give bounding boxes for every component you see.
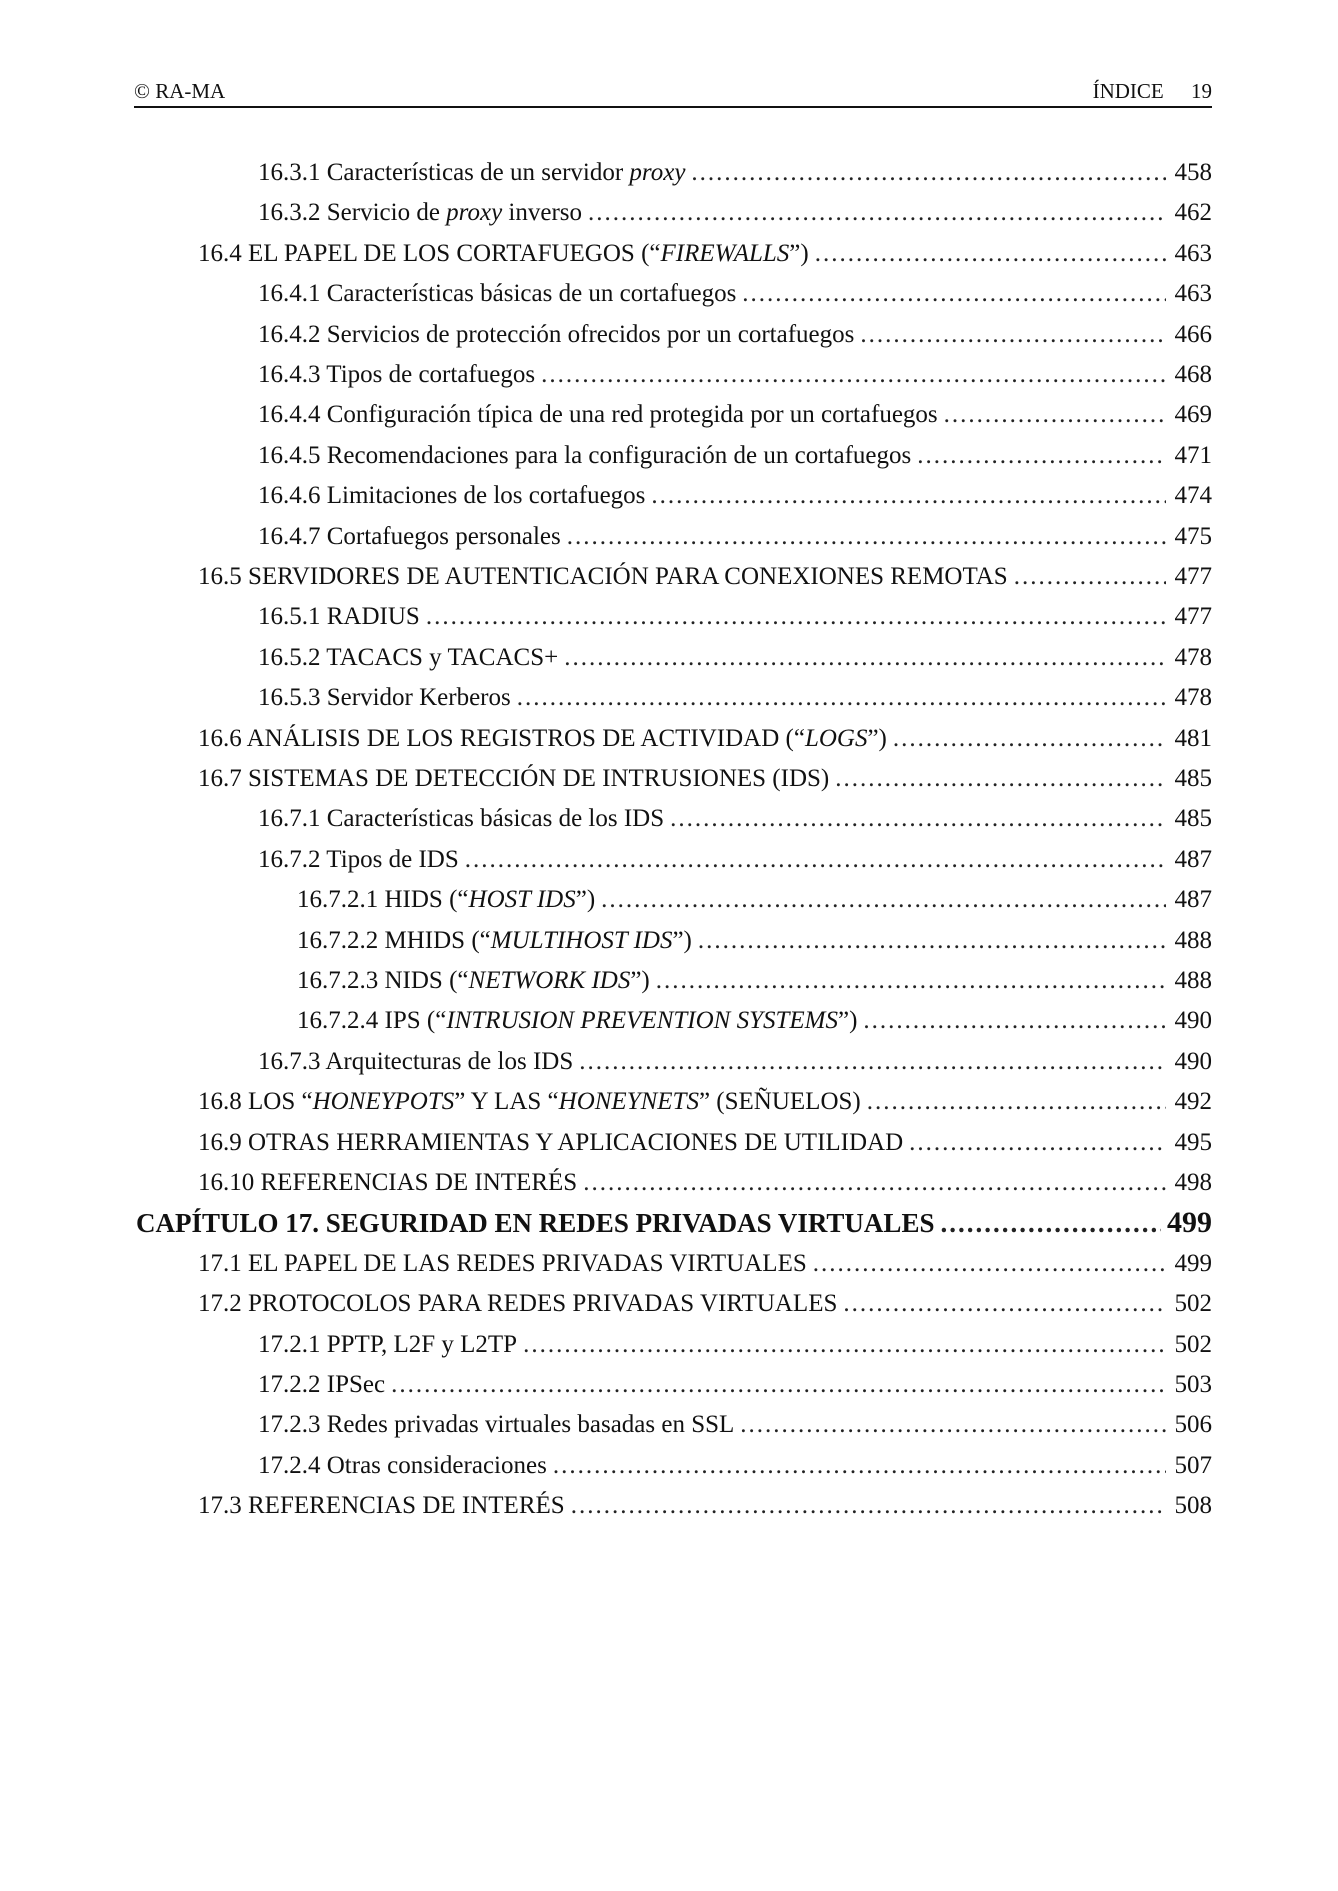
toc-leader-dots: [815, 236, 1166, 272]
toc-title-text: ”): [789, 239, 809, 267]
toc-entry: [297, 923, 1212, 959]
toc-entry: [258, 680, 1212, 716]
toc-leader-dots: [465, 842, 1166, 878]
toc-title-text: 16.7.2.3 NIDS (“: [297, 967, 469, 994]
toc-entry-title: [198, 1125, 903, 1161]
toc-entry: [258, 155, 1212, 191]
toc-leader-dots: [553, 1448, 1166, 1484]
toc-page-number: 481: [1174, 724, 1212, 752]
toc-entry-title: [198, 1246, 807, 1282]
toc-page-number: 475: [1174, 522, 1212, 550]
toc-page-number: 477: [1174, 603, 1212, 631]
toc-leader-dots: [835, 761, 1166, 797]
toc-entry: [198, 236, 1212, 272]
toc-title-text: 16.4 EL PAPEL DE LOS CORTAFUEGOS (“: [198, 239, 661, 267]
toc-entry-title: [136, 1205, 934, 1241]
toc-entry: [258, 397, 1212, 433]
toc-page-number: 488: [1174, 926, 1212, 954]
toc-title-text: 16.5.1 RADIUS: [258, 603, 420, 631]
toc-entry: [198, 1125, 1212, 1161]
toc-entry-title: [198, 1286, 837, 1322]
toc-leader-dots: [571, 1488, 1166, 1524]
toc-entry: [258, 801, 1212, 837]
toc-leader-dots: [391, 1367, 1166, 1403]
toc-entry-title: [297, 1003, 857, 1039]
toc-entry: [258, 317, 1212, 353]
toc-entry: [198, 559, 1212, 595]
toc-entry-title: [258, 438, 911, 474]
toc-title-italic: NETWORK IDS: [468, 967, 631, 994]
toc-entry: [258, 357, 1212, 393]
toc-page-number: 458: [1174, 159, 1212, 186]
toc-title-italic: FIREWALLS: [660, 239, 790, 267]
toc-entry-title: [258, 317, 854, 353]
toc-title-text: 16.4.5 Recomendaciones para la configuración de un cortafuegos: [258, 441, 912, 469]
toc-entry-title: [258, 357, 535, 393]
toc-title-text: 16.5.2 TACACS y TACACS+: [258, 643, 559, 671]
toc-entry-title: [258, 842, 459, 878]
toc-title-text: 17.2.2 IPSec: [258, 1371, 386, 1398]
toc-entry-title: [258, 1407, 734, 1443]
toc-title-italic: proxy: [446, 199, 503, 227]
toc-entry: [297, 882, 1212, 918]
toc-page-number: 488: [1174, 967, 1212, 994]
toc-title-text: ”): [867, 724, 887, 752]
toc-page-number: 503: [1174, 1371, 1212, 1398]
toc-leader-dots: [909, 1125, 1166, 1161]
toc-leader-dots: [843, 1286, 1166, 1322]
toc-entry-title: [297, 882, 595, 918]
toc-entry: [258, 519, 1212, 555]
toc-page-number: 499: [1174, 1249, 1212, 1277]
toc-title-text: 17.2.3 Redes privadas virtuales basadas en SSL: [258, 1411, 735, 1439]
toc-title-text: 16.7.2.1 HIDS (“: [297, 886, 469, 914]
toc-entry-title: [258, 1044, 573, 1080]
page-header: [134, 78, 1212, 108]
publisher-mark: © RA-MA: [134, 79, 226, 103]
toc-title-text: 17.1 EL PAPEL DE LAS REDES PRIVADAS VIRTUALES: [198, 1249, 807, 1277]
toc-entry: [258, 599, 1212, 635]
toc-title-text: inverso: [502, 199, 583, 227]
toc-leader-dots: [691, 155, 1166, 191]
toc-title-italic: proxy: [629, 159, 686, 186]
toc-title-italic: HOST IDS: [468, 886, 576, 914]
toc-entry-title: [258, 801, 664, 837]
toc-leader-dots: [940, 1205, 1161, 1241]
toc-entry: [198, 1286, 1212, 1322]
toc-page-number: 474: [1174, 482, 1212, 510]
toc-entry-title: [258, 397, 938, 433]
toc-leader-dots: [579, 1044, 1166, 1080]
toc-entry-title: [258, 155, 685, 191]
toc-entry-title: [297, 923, 692, 959]
toc-leader-dots: [541, 357, 1166, 393]
toc-entry-title: [198, 236, 809, 272]
toc-title-text: 16.5.3 Servidor Kerberos: [258, 684, 511, 712]
toc-entry-title: [258, 680, 511, 716]
toc-page-number: 462: [1174, 199, 1212, 227]
toc-entry-title: [297, 963, 650, 999]
toc-entry-title: [198, 559, 1008, 595]
toc-page-number: 507: [1174, 1451, 1212, 1479]
toc-leader-dots: [588, 195, 1166, 231]
toc-leader-dots: [740, 1407, 1166, 1443]
toc-title-text: 16.9 OTRAS HERRAMIENTAS Y APLICACIONES DE UTILIDAD: [198, 1128, 904, 1156]
toc-title-text: 16.7.2.4 IPS (“: [297, 1007, 447, 1035]
toc-page-number: 468: [1174, 361, 1212, 388]
toc-entry: [198, 1488, 1212, 1524]
toc-page-number: 490: [1174, 1047, 1212, 1075]
toc-entry: [258, 438, 1212, 474]
toc-title-text: 17.2 PROTOCOLOS PARA REDES PRIVADAS VIRTUALES: [198, 1290, 838, 1318]
toc-title-italic: HONEYNETS: [558, 1088, 699, 1116]
toc-entry: [198, 721, 1212, 757]
toc-title-text: 16.4.7 Cortafuegos personales: [258, 522, 561, 550]
toc-leader-dots: [601, 882, 1166, 918]
toc-title-text: 16.3.2 Servicio de: [258, 199, 447, 227]
toc-page-number: 477: [1174, 563, 1212, 590]
toc-leader-dots: [860, 317, 1166, 353]
toc-page-number: 502: [1174, 1330, 1212, 1358]
toc-title-text: ”): [630, 967, 650, 994]
toc-leader-dots: [517, 680, 1166, 716]
toc-leader-dots: [813, 1246, 1166, 1282]
toc-chapter-entry: [136, 1205, 1212, 1241]
toc-leader-dots: [583, 1165, 1166, 1201]
toc-leader-dots: [670, 801, 1166, 837]
toc-entry: [198, 1084, 1212, 1120]
toc-page-number: 502: [1174, 1290, 1212, 1318]
toc-leader-dots: [567, 519, 1166, 555]
toc-page-number: 478: [1174, 643, 1212, 671]
toc-entry: [258, 1448, 1212, 1484]
toc-entry-title: [198, 721, 887, 757]
toc-entry: [258, 1327, 1212, 1363]
toc-entry-title: [258, 276, 736, 312]
toc-entry-title: [258, 478, 645, 514]
toc-title-text: 16.7.3 Arquitecturas de los IDS: [258, 1047, 574, 1075]
toc-title-italic: INTRUSION PREVENTION SYSTEMS: [446, 1007, 838, 1035]
toc-title-text: 16.5 SERVIDORES DE AUTENTICACIÓN PARA CONEXIONES REMOTAS: [198, 563, 1008, 590]
toc-entry-title: [198, 761, 829, 797]
toc-leader-dots: [426, 599, 1166, 635]
toc-title-text: ”): [672, 926, 692, 954]
toc-entry: [258, 1044, 1212, 1080]
toc-entry: [258, 1367, 1212, 1403]
toc-title-text: 16.4.2 Servicios de protección ofrecidos por un cortafuegos: [258, 320, 855, 348]
toc-entry: [198, 761, 1212, 797]
toc-page-number: 498: [1174, 1169, 1212, 1196]
toc-leader-dots: [651, 478, 1166, 514]
toc-entry-title: [258, 1327, 517, 1363]
toc-entry-title: [258, 599, 420, 635]
toc-page-number: 463: [1174, 239, 1212, 267]
toc-entry: [258, 195, 1212, 231]
toc-entry-title: [258, 1448, 547, 1484]
toc-title-italic: MULTIHOST IDS: [490, 926, 673, 954]
toc-entry-title: [198, 1488, 565, 1524]
toc-title-text: CAPÍTULO 17. SEGURIDAD EN REDES PRIVADAS VIRTUALES: [136, 1208, 935, 1239]
toc-leader-dots: [893, 721, 1166, 757]
toc-leader-dots: [944, 397, 1166, 433]
toc-title-text: ” Y LAS “: [454, 1088, 559, 1116]
toc-leader-dots: [564, 640, 1166, 676]
toc-page-number: 499: [1167, 1206, 1212, 1240]
page-number: 19: [1191, 79, 1212, 103]
toc-page-number: 485: [1174, 765, 1212, 792]
toc-entry-title: [258, 519, 561, 555]
section-title: ÍNDICE: [1092, 79, 1164, 103]
toc-entry: [258, 842, 1212, 878]
toc-page-number: 490: [1174, 1007, 1212, 1035]
toc-title-text: 17.3 REFERENCIAS DE INTERÉS: [198, 1492, 565, 1520]
toc-title-text: 16.7.2.2 MHIDS (“: [297, 926, 491, 954]
toc-page-number: 492: [1174, 1088, 1212, 1116]
toc-leader-dots: [917, 438, 1166, 474]
toc-title-text: 16.4.3 Tipos de cortafuegos: [258, 361, 536, 388]
toc-title-text: 16.4.6 Limitaciones de los cortafuegos: [258, 482, 646, 510]
toc-title-text: 16.4.4 Configuración típica de una red protegida por un cortafuegos: [258, 401, 938, 429]
toc-leader-dots: [698, 923, 1166, 959]
toc-leader-dots: [1014, 559, 1166, 595]
toc-leader-dots: [523, 1327, 1166, 1363]
toc-title-text: 17.2.4 Otras consideraciones: [258, 1451, 547, 1479]
toc-entry: [297, 1003, 1212, 1039]
toc-entry-title: [198, 1165, 577, 1201]
toc-page-number: 506: [1174, 1411, 1212, 1439]
toc-title-text: 16.7.1 Características básicas de los IDS: [258, 805, 665, 833]
toc-entry: [198, 1165, 1212, 1201]
toc-title-text: 16.7.2 Tipos de IDS: [258, 845, 459, 873]
toc-title-text: 16.10 REFERENCIAS DE INTERÉS: [198, 1169, 578, 1196]
toc-page-number: 466: [1174, 320, 1212, 348]
toc-title-text: ”): [838, 1007, 858, 1035]
toc-title-text: ”): [575, 886, 596, 914]
toc-title-text: 17.2.1 PPTP, L2F y L2TP: [258, 1330, 518, 1358]
toc-title-italic: HONEYPOTS: [312, 1088, 455, 1116]
toc-title-text: ” (SEÑUELOS): [698, 1088, 861, 1116]
toc-page-number: 508: [1174, 1492, 1212, 1520]
toc-entry: [258, 640, 1212, 676]
toc-entry-title: [198, 1084, 861, 1120]
header-right: [1071, 79, 1212, 104]
toc-page-number: 469: [1174, 401, 1212, 429]
toc-page-number: 487: [1174, 886, 1212, 914]
toc-entry: [297, 963, 1212, 999]
toc-page-number: 485: [1174, 805, 1212, 833]
toc-entry: [258, 276, 1212, 312]
toc-entry-title: [258, 640, 558, 676]
toc-leader-dots: [656, 963, 1166, 999]
toc-title-text: 16.8 LOS “: [198, 1088, 313, 1116]
toc-page-number: 487: [1174, 845, 1212, 873]
toc-page-number: 471: [1174, 441, 1212, 469]
toc-page-number: 463: [1174, 280, 1212, 308]
toc-title-text: 16.4.1 Características básicas de un cortafuegos: [258, 280, 737, 308]
toc-title-text: 16.3.1 Características de un servidor: [258, 159, 630, 186]
toc-entry: [258, 1407, 1212, 1443]
toc-entry: [198, 1246, 1212, 1282]
toc-title-text: 16.7 SISTEMAS DE DETECCIÓN DE INTRUSIONES (IDS): [198, 765, 830, 792]
toc-leader-dots: [867, 1084, 1166, 1120]
toc-leader-dots: [742, 276, 1166, 312]
toc-page-number: 495: [1174, 1128, 1212, 1156]
toc-entry: [258, 478, 1212, 514]
toc-leader-dots: [863, 1003, 1166, 1039]
toc-entry-title: [258, 1367, 385, 1403]
toc-title-italic: LOGS: [804, 724, 868, 752]
toc-title-text: 16.6 ANÁLISIS DE LOS REGISTROS DE ACTIVIDAD (“: [198, 724, 805, 752]
toc-page-number: 478: [1174, 684, 1212, 712]
toc-entry-title: [258, 195, 582, 231]
